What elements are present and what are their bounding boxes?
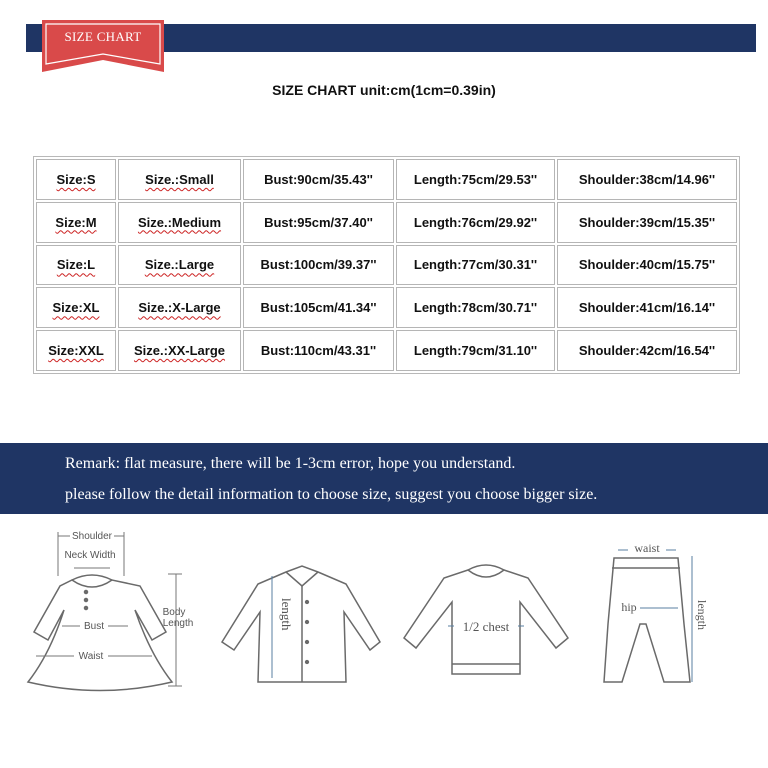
ribbon-label: SIZE CHART <box>64 29 142 44</box>
remark-line-1: Remark: flat measure, there will be 1-3cm error, hope you understand. <box>65 455 516 472</box>
size-label: Size:XXL <box>48 343 104 359</box>
size-label: Size:XL <box>52 300 100 316</box>
table-cell: Bust:110cm/43.31'' <box>243 330 394 371</box>
neck-width-label: Neck Width <box>64 550 116 561</box>
size-name: Size.:Small <box>145 171 214 187</box>
table-cell <box>118 287 241 328</box>
table-cell: Bust:105cm/41.34'' <box>243 287 394 328</box>
remark-banner <box>0 443 768 514</box>
table-cell: Length:79cm/31.10'' <box>396 330 555 371</box>
table-cell: Bust:100cm/39.37'' <box>243 245 394 286</box>
shirt-diagram <box>222 566 380 682</box>
waist-label: Waist <box>78 651 104 662</box>
size-name: Size.:Large <box>144 257 215 273</box>
remark-line-2: please follow the detail information to choose size, suggest you choose bigger size. <box>65 486 598 503</box>
table-cell <box>118 202 241 243</box>
table-row <box>36 159 737 200</box>
measurement-diagrams <box>0 514 768 768</box>
table-cell: Shoulder:41cm/16.14'' <box>557 287 737 328</box>
length-label: Length <box>162 618 194 629</box>
pants-hip-label: hip <box>621 600 637 614</box>
table-cell: Shoulder:42cm/16.54'' <box>557 330 737 371</box>
table-row <box>36 245 737 286</box>
table-row <box>36 202 737 243</box>
table-cell: Bust:90cm/35.43'' <box>243 159 394 200</box>
table-cell <box>118 330 241 371</box>
table-cell: Shoulder:39cm/15.35'' <box>557 202 737 243</box>
table-cell <box>118 245 241 286</box>
chest-label: 1/2 chest <box>462 619 510 634</box>
size-table <box>33 156 740 374</box>
table-cell: Length:75cm/29.53'' <box>396 159 555 200</box>
table-cell <box>36 202 116 243</box>
bust-label: Bust <box>83 621 105 632</box>
table-cell <box>36 245 116 286</box>
table-cell <box>118 159 241 200</box>
size-label: Size:M <box>55 214 97 230</box>
size-name: Size.:X-Large <box>138 300 221 316</box>
shirt-length-label: length <box>279 598 294 631</box>
table-cell: Shoulder:38cm/14.96'' <box>557 159 737 200</box>
table-cell <box>36 287 116 328</box>
table-cell <box>36 330 116 371</box>
table-cell: Length:78cm/30.71'' <box>396 287 555 328</box>
size-label: Size:S <box>56 171 96 187</box>
size-chart-ribbon <box>42 20 164 72</box>
table-row <box>36 287 737 328</box>
size-name: Size.:XX-Large <box>133 343 226 359</box>
pants-waist-label: waist <box>634 541 660 555</box>
table-cell: Length:77cm/30.31'' <box>396 245 555 286</box>
table-cell: Bust:95cm/37.40'' <box>243 202 394 243</box>
page-title: SIZE CHART unit:cm(1cm=0.39in) <box>272 82 496 98</box>
size-label: Size:L <box>56 257 96 273</box>
pants-length-label: length <box>695 600 709 630</box>
table-cell: Length:76cm/29.92'' <box>396 202 555 243</box>
shoulder-label: Shoulder <box>71 531 113 542</box>
table-cell <box>36 159 116 200</box>
table-row <box>36 330 737 371</box>
table-cell: Shoulder:40cm/15.75'' <box>557 245 737 286</box>
pants-diagram <box>604 550 692 682</box>
size-name: Size.:Medium <box>137 214 222 230</box>
body-label: Body <box>162 607 186 618</box>
